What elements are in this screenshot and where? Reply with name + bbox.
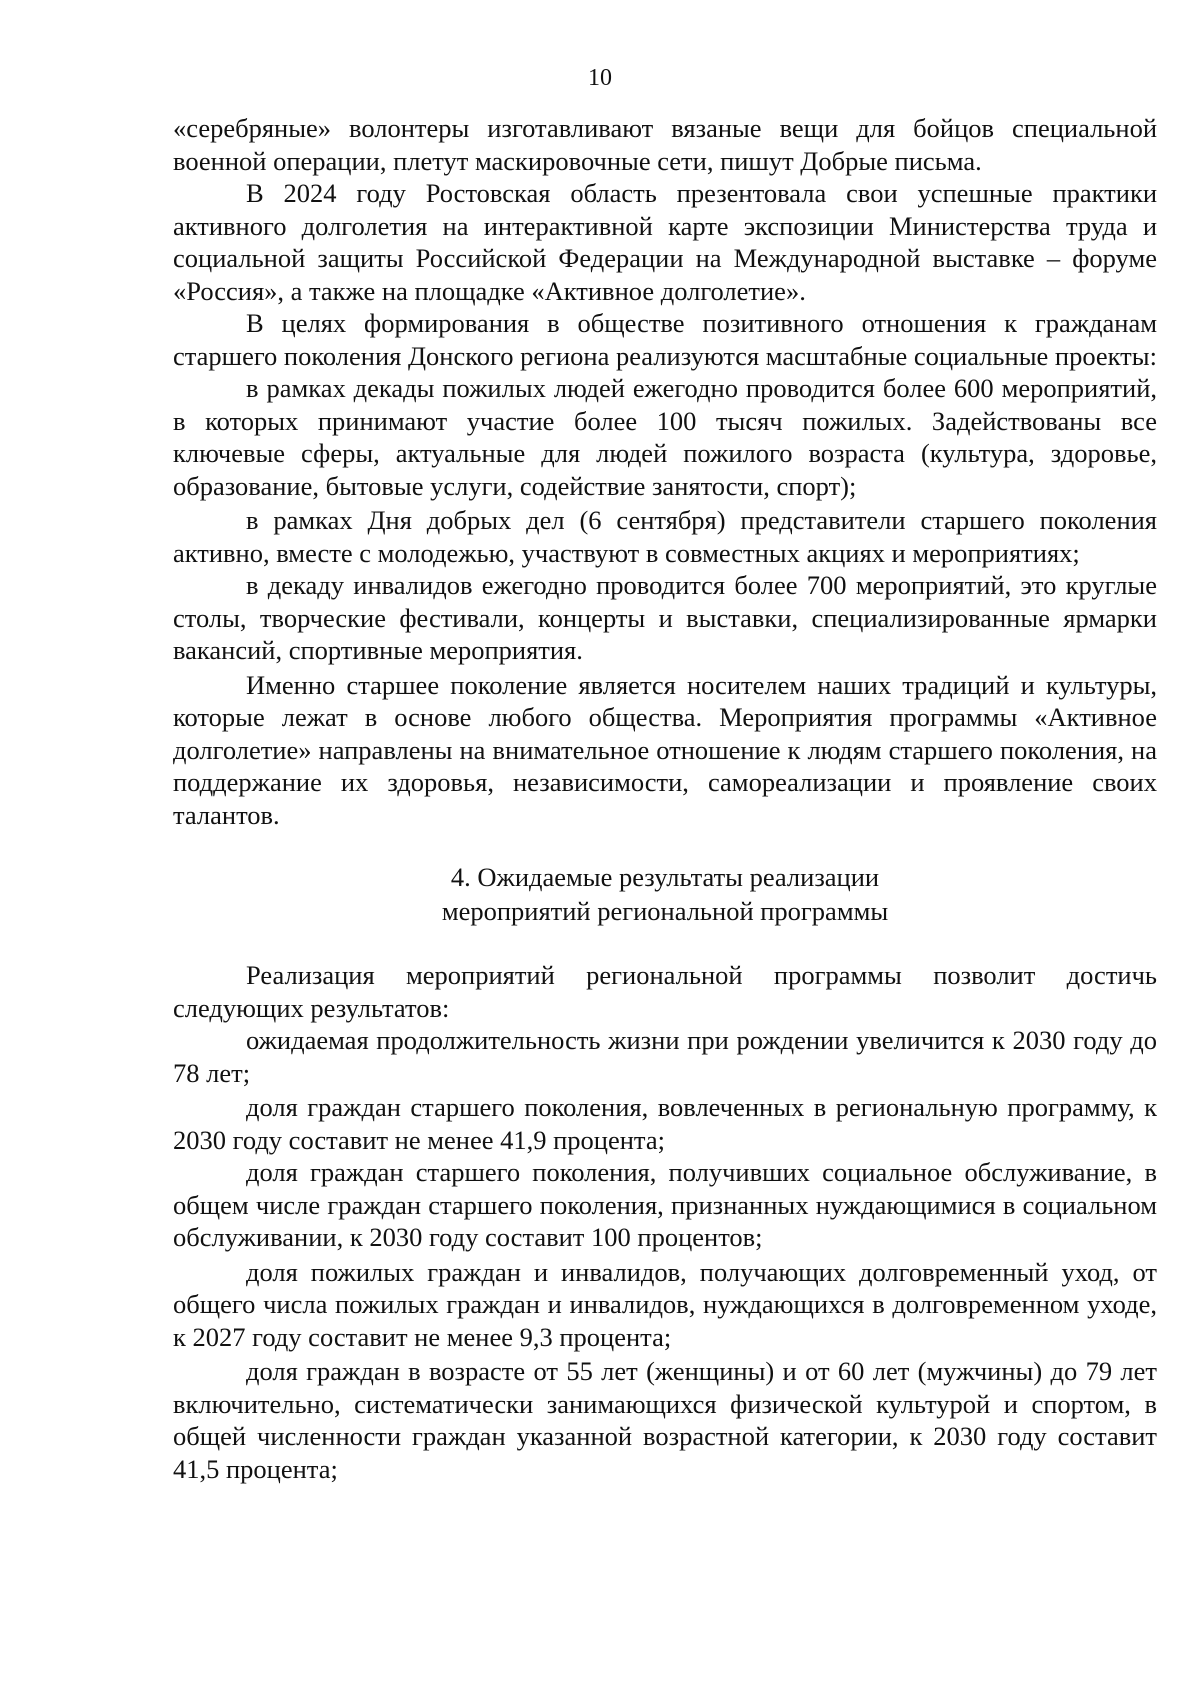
paragraph-good-deeds-day: в рамках Дня добрых дел (6 сентября) представители старшего поколения активно, вместе с молодежью, участвуют в совместных акциях и мероприятиях; (173, 505, 1157, 568)
paragraph-long-term-care: доля пожилых граждан и инвалидов, получающих долговременный уход, от общего числа пожилых граждан и инвалидов, нуждающихся в долговременном уходе, к 2027 году составит не менее 9,3 процента; (173, 1256, 1157, 1352)
paragraph-elderly-decade: в рамках декады пожилых людей ежегодно проводится более 600 мероприятий, в которых принимают участие более 100 тысяч пожилых. Задействованы все ключевые сферы, актуальные для людей пожилого возраста (культура, здоровье, образование, бытовые услуги, содействие занятости, спорт); (173, 373, 1157, 501)
paragraph-results-intro: Реализация мероприятий региональной программы позволит достичь следующих результатов: (173, 960, 1157, 1023)
paragraph-social-service: доля граждан старшего поколения, получивших социальное обслуживание, в общем числе граждан старшего поколения, признанных нуждающимися в социальном обслуживании, к 2030 году составит 100 процентов; (173, 1157, 1157, 1252)
page-number: 10 (588, 65, 612, 91)
paragraph-silver-volunteers: «серебряные» волонтеры изготавливают вязаные вещи для бойцов специальной военной операции, плетут маскировочные сети, пишут Добрые письма. (173, 113, 1157, 176)
paragraph-life-expectancy: ожидаемая продолжительность жизни при рождении увеличится к 2030 году до 78 лет; (173, 1025, 1157, 1088)
paragraph-social-projects: В целях формирования в обществе позитивного отношения к гражданам старшего поколения Донского региона реализуются масштабные социальные проекты: (173, 308, 1157, 371)
paragraph-forum-russia: В 2024 году Ростовская область презентовала свои успешные практики активного долголетия на интерактивной карте экспозиции Министерства труда и социальной защиты Российской Федерации на Международной выставке – форуме «Россия», а также на площадке «Активное долголетие». (173, 178, 1157, 306)
paragraph-physical-activity: доля граждан в возрасте от 55 лет (женщины) и от 60 лет (мужчины) до 79 лет включительно, систематически занимающихся физической культурой и спортом, в общей численности граждан указанной возрастной категории, к 2030 году составит 41,5 процента; (173, 1356, 1157, 1484)
paragraph-program-involvement: доля граждан старшего поколения, вовлеченных в региональную программу, к 2030 году составит не менее 41,9 процента; (173, 1092, 1157, 1155)
section-heading-line-2: мероприятий региональной программы (441, 896, 889, 926)
paragraph-traditions: Именно старшее поколение является носителем наших традиций и культуры, которые лежат в основе любого общества. Мероприятия программы «Активное долголетие» направлены на внимательное отношение к людям старшего поколения, на поддержание их здоровья, независимости, самореализации и проявление своих талантов. (173, 669, 1157, 830)
section-heading (173, 860, 1157, 928)
section-heading-line-1: 4. Ожидаемые результаты реализации (450, 862, 880, 892)
document-body (173, 112, 1157, 1485)
paragraph-disabled-decade: в декаду инвалидов ежегодно проводится более 700 мероприятий, это круглые столы, творческие фестивали, концерты и выставки, специализированные ярмарки вакансий, спортивные мероприятия. (173, 570, 1157, 665)
